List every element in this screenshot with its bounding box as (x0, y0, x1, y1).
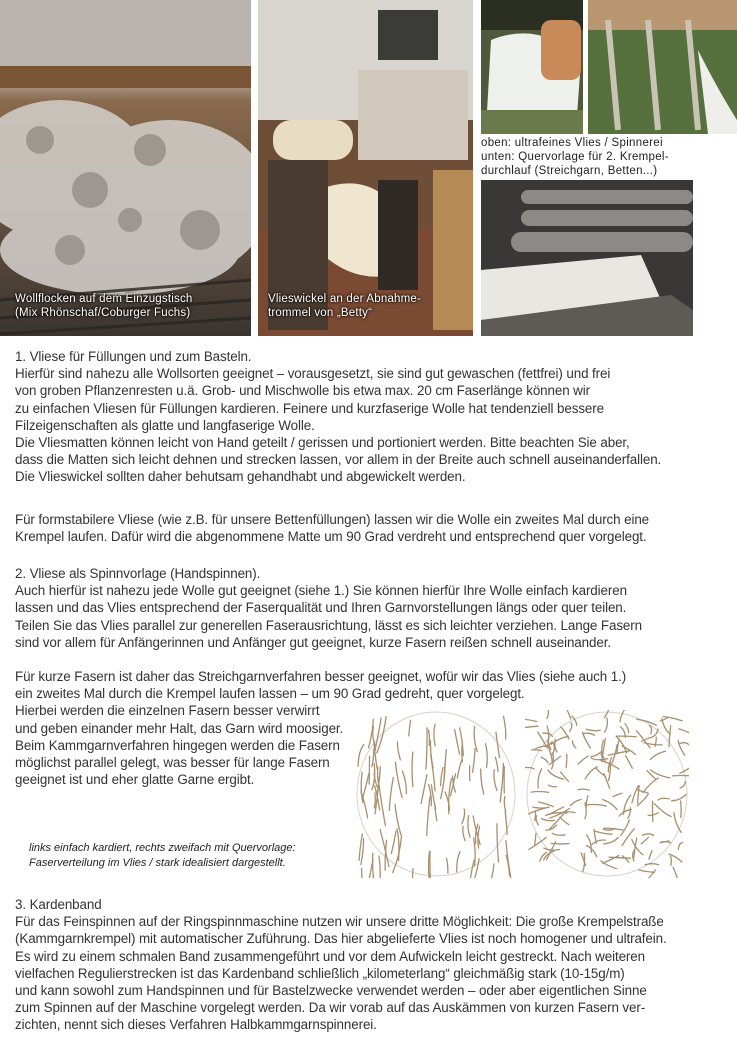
fiber-stroke (427, 797, 430, 836)
figure-caption-line1: links einfach kardiert, rechts zweifach mit Quervorlage: (29, 842, 296, 854)
section2-extra-line: möglichst parallel gelegt, was besser für lange Fasern (15, 755, 330, 771)
fiber-stroke (551, 736, 568, 744)
fleece-roll-image (258, 0, 473, 336)
fiber-stroke (586, 729, 600, 731)
fiber-stroke (678, 842, 682, 849)
fiber-stroke (373, 853, 374, 878)
fiber-stroke (462, 809, 465, 824)
fiber-stroke (601, 861, 616, 869)
fiber-stroke (402, 771, 406, 794)
figure-caption-line2: Faserverteilung im Vlies / stark idealisiert dargestellt. (29, 856, 286, 869)
wool-flakes-photo (0, 0, 251, 336)
ultrafine-fleece-photo (481, 0, 583, 134)
fiber-stroke (578, 789, 589, 790)
fiber-stroke (638, 786, 640, 804)
fiber-stroke (642, 834, 653, 836)
section3-line: (Kammgarnkrempel) mit automatischer Zuführung. Das hier abgelieferte Vlies ist noch homogener und ultrafein. (15, 931, 667, 947)
fiber-stroke (572, 741, 576, 748)
fiber-stroke (535, 833, 536, 845)
fiber-stroke (531, 791, 548, 792)
section1-extra-line: Krempel laufen. Dafür wird die abgenommene Matte um 90 Grad verdreht und entsprechend quer vorgelegt. (15, 529, 647, 545)
cross-feed-photo (481, 180, 693, 336)
fiber-stroke (548, 785, 556, 787)
fiber-stroke (525, 767, 534, 769)
fiber-stroke (570, 799, 581, 805)
section3-line: Für das Feinspinnen auf der Ringspinnmaschine nutzen wir unsere dritte Möglichkeit: Die große Krempelstraße (15, 914, 664, 930)
fiber-stroke (680, 763, 689, 773)
section3 (15, 896, 667, 1034)
side-caption-line3: durchlauf (Streichgarn, Betten...) (481, 165, 658, 177)
fiber-stroke (583, 732, 591, 748)
fiber-stroke (637, 794, 648, 806)
parallel-fibers-diagram (355, 710, 517, 878)
machine-room-photo (258, 0, 473, 336)
fiber-stroke (549, 814, 563, 829)
section2-extra-line: ein zweites Mal durch die Krempel laufen lassen – um 90 Grad gedreht, quer vorgelegt. (15, 686, 525, 702)
fiber-stroke (441, 768, 444, 786)
fiber-stroke (468, 816, 470, 838)
fiber-stroke (474, 726, 477, 751)
fiber-stroke (552, 744, 554, 755)
fiber-stroke (495, 757, 498, 771)
fiber-stroke (426, 728, 427, 769)
fiber-stroke (478, 826, 480, 848)
fiber-stroke (391, 831, 396, 853)
fiber-stroke (560, 817, 569, 824)
fiber-stroke (549, 756, 560, 764)
fiber-stroke (592, 758, 608, 759)
fiber-stroke (361, 792, 368, 818)
fiber-stroke (481, 769, 484, 794)
spinning-machine-photo (588, 0, 737, 134)
section2-line: Teilen Sie das Vlies parallel zur generellen Faserausrichtung, lässt es sich leichter verziehen. Lange Fasern (15, 617, 642, 633)
photo1-caption-line1: Wollflocken auf dem Einzugstisch (15, 293, 193, 305)
fiber-stroke (504, 716, 506, 739)
fiber-stroke (650, 751, 665, 759)
fiber-stroke (643, 778, 659, 793)
fiber-stroke (604, 838, 619, 844)
fiber-stroke (674, 813, 681, 833)
fiber-stroke (679, 743, 689, 745)
fiber-stroke (494, 770, 497, 791)
fiber-stroke (412, 752, 413, 787)
fiber-stroke (653, 729, 658, 737)
section1-extra-line: Für formstabilere Vliese (wie z.B. für unsere Bettenfüllungen) lassen wir die Wolle ein zweites Mal durch eine (15, 512, 650, 527)
section3-line: und kann sowohl zum Handspinnen und für Bastelzwecke verwendet werden – oder aber eigentlichen Sinne (15, 983, 647, 999)
section1-line: Hierfür sind nahezu alle Wollsorten geeignet – vorausgesetzt, sie sind gut gewaschen (fettfrei) und frei (15, 366, 611, 382)
fiber-stroke (375, 718, 381, 752)
section1 (15, 348, 661, 486)
fiber-stroke (572, 716, 577, 725)
fiber-stroke (489, 864, 494, 878)
side-caption-line1: oben: ultrafeines Vlies / Spinnerei (481, 137, 663, 149)
section2-line: Auch hierfür ist nahezu jede Wolle gut geeignet (siehe 1.) Sie können hierfür Ihre Wolle einfach kardieren (15, 583, 627, 599)
fiber-stroke (536, 816, 538, 825)
section1-heading: 1. Vliese für Füllungen und zum Basteln. (15, 349, 252, 364)
cross-feed-image (481, 180, 693, 336)
section3-line: Es wird zu einem schmalen Band zusammengeführt und vor dem Aufwickeln leicht gestreckt. Nach weiteren (15, 948, 645, 964)
fiber-stroke (462, 742, 463, 762)
fiber-stroke (469, 860, 474, 878)
fiber-stroke (457, 852, 460, 872)
fiber-stroke (362, 869, 366, 878)
fiber-stroke (613, 793, 622, 797)
fiber-stroke (672, 775, 689, 776)
fiber-stroke (449, 779, 452, 814)
section2-extra-line: Beim Kammgarnverfahren hingegen werden die Fasern (15, 737, 340, 753)
fiber-stroke (525, 719, 537, 721)
fiber-stroke (621, 820, 630, 836)
fiber-stroke (532, 750, 542, 751)
fiber-stroke (603, 800, 617, 810)
fiber-stroke (639, 870, 654, 872)
fiber-stroke (362, 774, 369, 800)
fiber-stroke (504, 796, 505, 811)
fiber-stroke (539, 802, 554, 807)
fiber-stroke (617, 739, 619, 754)
fiber-stroke (486, 744, 488, 768)
crossed-fibers-diagram (525, 710, 689, 878)
photo2-caption-line2: trommel von „Betty“ (268, 307, 373, 319)
section1-line: Filzeigenschaften als glatte und langfaserige Wolle. (15, 417, 315, 433)
fiber-stroke (681, 801, 682, 818)
fiber-stroke (497, 824, 499, 862)
fiber-stroke (595, 831, 612, 834)
fiber-stroke (654, 803, 671, 816)
section1-extra (15, 511, 649, 545)
fiber-stroke (578, 756, 588, 764)
fiber-stroke (622, 746, 635, 754)
fiber-stroke (429, 730, 430, 745)
fiber-stroke (585, 805, 606, 807)
fiber-stroke (374, 793, 375, 808)
fiber-stroke (672, 794, 686, 800)
fiber-stroke (673, 867, 678, 878)
fiber-stroke (561, 772, 569, 781)
ultrafine-fleece-image (481, 0, 583, 134)
fiber-stroke (649, 851, 652, 860)
fiber-stroke (563, 710, 571, 719)
fiber-stroke (680, 782, 685, 789)
section2-extra-line: Für kurze Fasern ist daher das Streichgarnverfahren besser geeignet, wofür wir das Vlies (siehe auch 1.) (15, 669, 627, 684)
section3-heading: 3. Kardenband (15, 897, 102, 912)
fiber-stroke (625, 724, 629, 733)
fiber-stroke (679, 729, 689, 737)
fiber-stroke (662, 718, 670, 734)
section3-line: vielfachen Regulierstrecken ist das Kardenband schließlich „kilometerlang“ gleichmäßig stark (10-15g/m) (15, 965, 625, 981)
fiber-stroke (541, 757, 548, 763)
section1-line: Die Vlieswickel sollten daher behutsam gehandhabt und abgewickelt werden. (15, 469, 466, 485)
fiber-stroke (626, 756, 633, 769)
section2-line: sind vor allem für Anfängerinnen und Anfänger gut geeignet, kurze Fasern reißen schnell auseinander. (15, 634, 611, 650)
fiber-stroke (525, 726, 538, 729)
fiber-stroke (596, 768, 606, 777)
fiber-stroke (538, 769, 542, 788)
fiber-stroke (396, 762, 403, 798)
section1-line: Die Vliesmatten können leicht von Hand geteilt / gerissen und portioniert werden. Bitte beachten Sie aber, (15, 435, 630, 451)
fiber-stroke (379, 785, 385, 825)
fiber-stroke (447, 859, 448, 874)
section2-line: lassen und das Vlies entsprechend der Faserqualität und Ihren Garnvorstellungen längs oder quer teilen. (15, 600, 627, 616)
fiber-stroke (658, 798, 669, 800)
fiber-stroke (641, 837, 648, 844)
fiber-stroke (622, 856, 628, 863)
fiber-stroke (379, 856, 380, 878)
photo1-caption-line2: (Mix Rhönschaf/Coburger Fuchs) (15, 307, 191, 319)
fiber-stroke (374, 771, 377, 787)
section1-line: dass die Matten sich leicht dehnen und strecken lassen, vor allem in der Breite auch schnell auseinanderfallen. (15, 452, 662, 468)
section2-heading: 2. Vliese als Spinnvorlage (Handspinnen). (15, 566, 261, 581)
fiber-stroke (637, 731, 651, 748)
fiber-stroke (548, 770, 564, 779)
fiber-stroke (645, 864, 659, 865)
fiber-stroke (583, 733, 595, 735)
photo2-caption-line1: Vlieswickel an der Abnahme- (268, 293, 422, 305)
fiber-stroke (670, 856, 671, 865)
fiber-stroke (604, 710, 609, 718)
section2-extra-line: Hierbei werden die einzelnen Fasern besser verwirrt (15, 703, 320, 719)
section2-extra-line: und geben einander mehr Halt, das Garn wird moosiger. (15, 720, 344, 736)
section3-line: zichten, nennt sich dieses Verfahren Halbkammgarnspinnerei. (15, 1017, 377, 1033)
fiber-stroke (421, 775, 427, 804)
fiber-stroke (648, 813, 658, 816)
fiber-stroke (434, 724, 435, 746)
side-caption (481, 136, 737, 178)
section2 (15, 565, 642, 651)
fiber-stroke (463, 826, 465, 840)
fiber-stroke (591, 752, 601, 757)
fiber-stroke (389, 777, 393, 810)
fiber-stroke (602, 856, 619, 864)
fiber-stroke (411, 869, 413, 879)
fiber-stroke (380, 830, 389, 867)
fiber-stroke (409, 720, 411, 736)
fiber-stroke (609, 857, 631, 858)
fiber-stroke (547, 710, 549, 719)
fiber-stroke (473, 749, 476, 773)
section1-line: von groben Pflanzenresten u.ä. Grob- und Mischwolle bis etwa max. 20 cm Faserlänge können wir (15, 383, 590, 399)
fiber-stroke (566, 754, 567, 767)
fiber-stroke (397, 742, 400, 760)
fiber-stroke (650, 726, 652, 734)
fiber-stroke (541, 819, 554, 821)
fiber-stroke (500, 763, 503, 802)
fiber-stroke (552, 833, 565, 835)
section1-line: zu einfachen Vliesen für Füllungen kardieren. Feinere und kurzfaserige Wolle hat tendenziell bessere (15, 400, 604, 416)
fiber-stroke (605, 718, 608, 732)
figure-caption (29, 841, 296, 870)
fiber-stroke (535, 811, 536, 821)
spinning-machine-image (588, 0, 737, 134)
fiber-stroke (570, 723, 572, 732)
side-caption-line2: unten: Quervorlage für 2. Krempel- (481, 151, 669, 163)
section2-extra-line: geeignet ist und eher glatte Garne ergibt. (15, 772, 255, 788)
fiber-stroke (457, 760, 462, 778)
fiber-stroke (586, 835, 591, 853)
section3-line: zum Spinnen auf der Maschine vorgelegt werden. Da wir vorab auf das Auskämmen von kurzen Fasern ver- (15, 1000, 646, 1016)
fiber-stroke (455, 730, 460, 755)
fiber-stroke (620, 710, 626, 722)
wool-flakes-image (0, 0, 251, 336)
